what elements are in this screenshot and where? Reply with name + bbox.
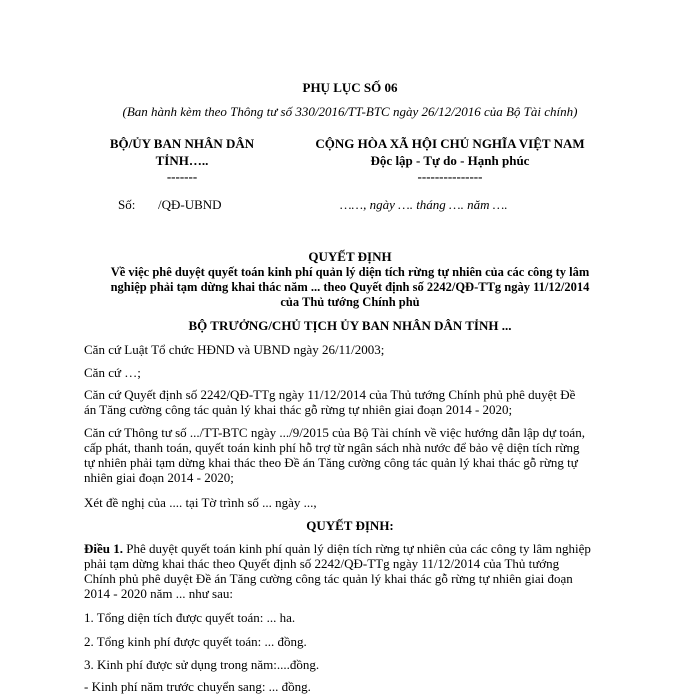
basis-4-line4: nhiên giai đoạn 2014 - 2020; [84, 470, 234, 485]
article-1-line2: phải tạm dừng khai thác theo Quyết định số 2242/QĐ-TTg ngày 11/12/2014 của Thủ tướng [84, 556, 560, 571]
basis-3-line2: án Tăng cường công tác quản lý khai thác gỗ rừng tự nhiên giai đoạn 2014 - 2020; [84, 402, 513, 417]
article-1-label: Điều 1. [84, 541, 123, 556]
basis-5: Xét đề nghị của .... tại Tờ trình số ... ngày ..., [84, 495, 317, 510]
article-1-line3: Chính phủ phê duyệt Đề án Tăng cường công tác quản lý khai thác gỗ rừng tự nhiên giai đoạn [84, 571, 573, 586]
annex-subtitle: (Ban hành kèm theo Thông tư số 330/2016/TT-BTC ngày 26/12/2016 của Bộ Tài chính) [122, 104, 578, 119]
document-number-label: Số: [118, 197, 136, 212]
motto: Độc lập - Tự do - Hạnh phúc [370, 153, 530, 168]
basis-2: Căn cứ …; [84, 365, 141, 380]
agency-line2: TỈNH….. [155, 153, 209, 168]
decides-heading: QUYẾT ĐỊNH: [306, 518, 394, 533]
article-1-text: Phê duyệt quyết toán kinh phí quản lý diện tích rừng tự nhiên của các công ty lâm nghiệp [123, 541, 591, 556]
motto-rule: --------------- [417, 169, 483, 184]
basis-4-line2: cấp phát, thanh toán, quyết toán kinh phí hỗ trợ từ ngân sách nhà nước để bảo vệ diện tích rừng [84, 440, 580, 455]
document-number-value: /QĐ-UBND [158, 197, 222, 212]
article-1 [84, 541, 624, 601]
list-item: 1. Tổng diện tích được quyết toán: ... ha. [84, 610, 296, 625]
list-item: - Kinh phí năm trước chuyển sang: ... đồng. [84, 679, 311, 694]
basis-3 [84, 387, 624, 417]
basis-3-line1: Căn cứ Quyết định số 2242/QĐ-TTg ngày 11/12/2014 của Thủ tướng Chính phủ phê duyệt Đề [84, 387, 576, 402]
annex-title: PHỤ LỤC SỐ 06 [302, 80, 398, 95]
issuing-agency-block [92, 136, 272, 185]
place-date: ……, ngày …. tháng …. năm …. [340, 197, 508, 212]
country-name: CỘNG HÒA XÃ HỘI CHỦ NGHĨA VIỆT NAM [315, 136, 585, 151]
national-motto-block [280, 136, 620, 185]
list-item: 2. Tổng kinh phí được quyết toán: ... đồng. [84, 634, 307, 649]
agency-rule: ------- [166, 169, 198, 184]
basis-4 [84, 425, 624, 485]
agency-line1: BỘ/ỦY BAN NHÂN DÂN [109, 136, 255, 151]
article-1-line1 [84, 541, 624, 556]
list-item: 3. Kinh phí được sử dụng trong năm:....đồng. [84, 657, 320, 672]
decision-about-line2: nghiệp phải tạm dừng khai thác năm ... theo Quyết định số 2242/QĐ-TTg ngày 11/12/2014 [110, 280, 590, 294]
basis-4-line1: Căn cứ Thông tư số .../TT-BTC ngày .../9/2015 của Bộ Tài chính về việc hướng dẫn lập dự toán, [84, 425, 585, 440]
basis-1: Căn cứ Luật Tổ chức HĐND và UBND ngày 26/11/2003; [84, 342, 385, 357]
decision-about-line1: Về việc phê duyệt quyết toán kinh phí quản lý diện tích rừng tự nhiên của các công ty lâm [110, 265, 590, 279]
basis-4-line3: tự nhiên phải tạm dừng khai thác theo Đề án Tăng cường công tác quản lý khai thác gỗ rừng tự [84, 455, 578, 470]
article-1-line4: 2014 - 2020 năm ... như sau: [84, 586, 233, 601]
authority-title: BỘ TRƯỞNG/CHỦ TỊCH ỦY BAN NHÂN DÂN TỈNH ... [188, 318, 512, 333]
decision-heading: QUYẾT ĐỊNH [308, 249, 392, 264]
decision-about-line3: của Thủ tướng Chính phủ [280, 295, 420, 309]
